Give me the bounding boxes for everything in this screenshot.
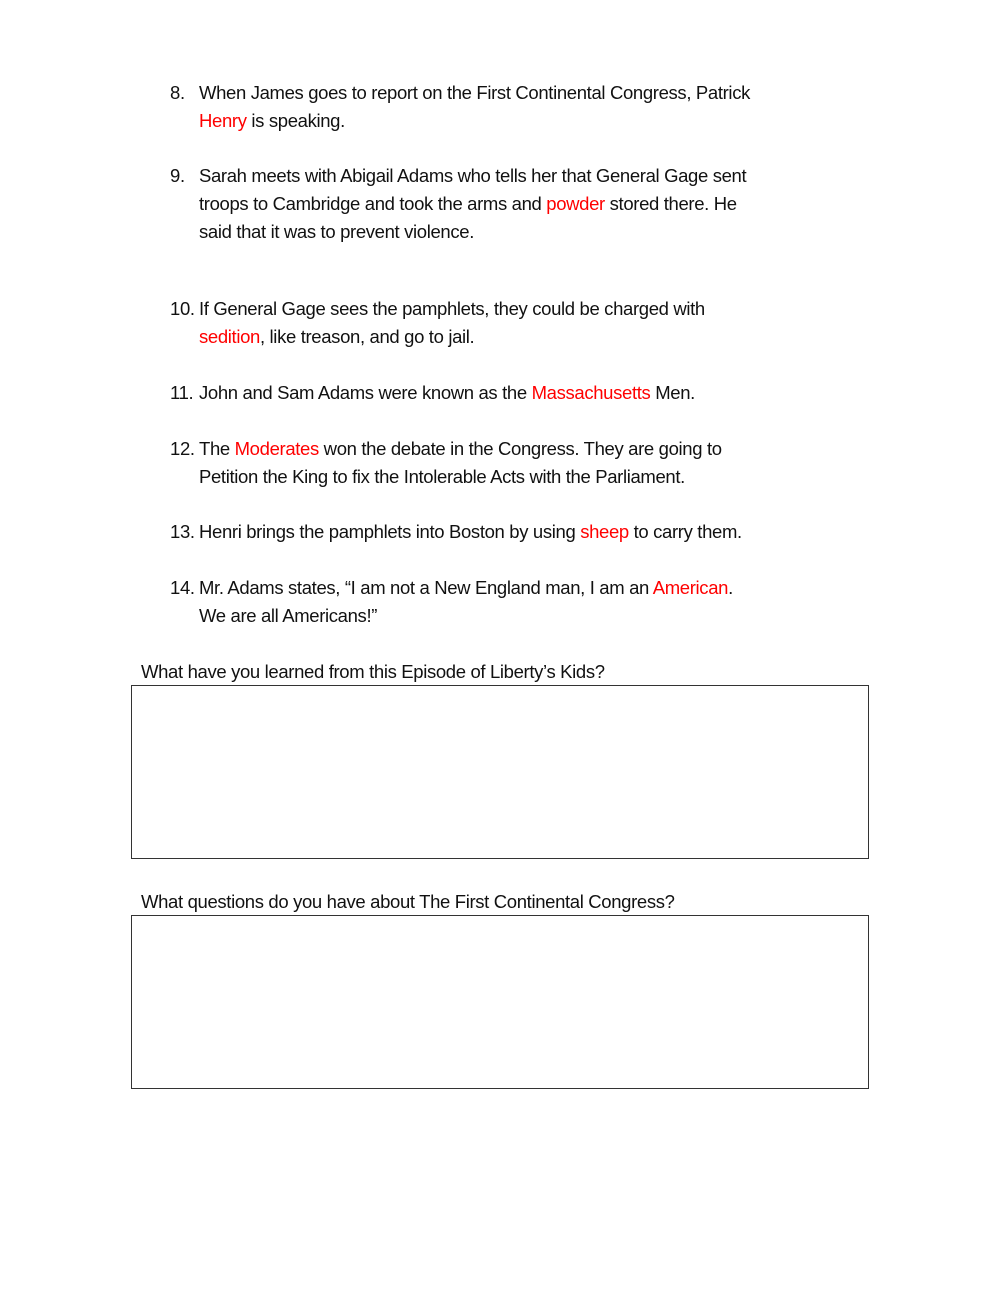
item-text — [199, 379, 695, 407]
item-number: 10. — [170, 298, 195, 319]
item-number: 12. — [170, 438, 195, 459]
item-number: 14. — [170, 577, 195, 598]
item-text — [199, 190, 737, 218]
answer: American — [652, 577, 729, 598]
reflection-prompt-questions: What questions do you have about The First Continental Congress? — [141, 891, 675, 912]
item-text: Petition the King to fix the Intolerable Acts with the Parliament. — [199, 466, 685, 487]
item-number: 9. — [170, 165, 185, 186]
answer: powder — [546, 193, 605, 214]
item-text-pre: Henri brings the pamphlets into Boston by using — [199, 521, 581, 542]
item-text — [199, 574, 733, 602]
answer: sheep — [580, 521, 629, 542]
item-text: We are all Americans!” — [199, 605, 378, 626]
item-text: If General Gage sees the pamphlets, they could be charged with — [199, 298, 705, 319]
item-text-post: . — [728, 577, 733, 598]
item-text-pre: Mr. Adams states, “I am not a New England man, I am an — [199, 577, 653, 598]
answer: Moderates — [234, 438, 319, 459]
item-text-pre: John and Sam Adams were known as the — [199, 382, 532, 403]
item-number: 11. — [170, 382, 194, 403]
answer: Henry — [199, 110, 247, 131]
item-text-post: Men. — [650, 382, 695, 403]
answer: Massachusetts — [531, 382, 651, 403]
item-text — [199, 518, 742, 546]
item-text-post: won the debate in the Congress. They are going to — [318, 438, 722, 459]
item-text — [199, 323, 474, 351]
answer: sedition — [199, 326, 260, 347]
reflection-prompt-learned: What have you learned from this Episode of Liberty’s Kids? — [141, 661, 605, 682]
item-text — [199, 107, 345, 135]
item-number: 8. — [170, 82, 185, 103]
item-text — [199, 435, 722, 463]
item-text: When James goes to report on the First Continental Congress, Patrick — [199, 82, 750, 103]
item-text: said that it was to prevent violence. — [199, 221, 474, 242]
item-text-post: stored there. He — [604, 193, 737, 214]
reflection-answer-box-questions[interactable] — [131, 915, 869, 1089]
reflection-answer-box-learned[interactable] — [131, 685, 869, 859]
item-text-pre: The — [199, 438, 235, 459]
item-text-post: to carry them. — [628, 521, 742, 542]
item-text-post: is speaking. — [246, 110, 345, 131]
item-text: Sarah meets with Abigail Adams who tells her that General Gage sent — [199, 165, 747, 186]
item-text-pre: troops to Cambridge and took the arms and — [199, 193, 547, 214]
item-number: 13. — [170, 521, 195, 542]
item-text-post: , like treason, and go to jail. — [259, 326, 475, 347]
